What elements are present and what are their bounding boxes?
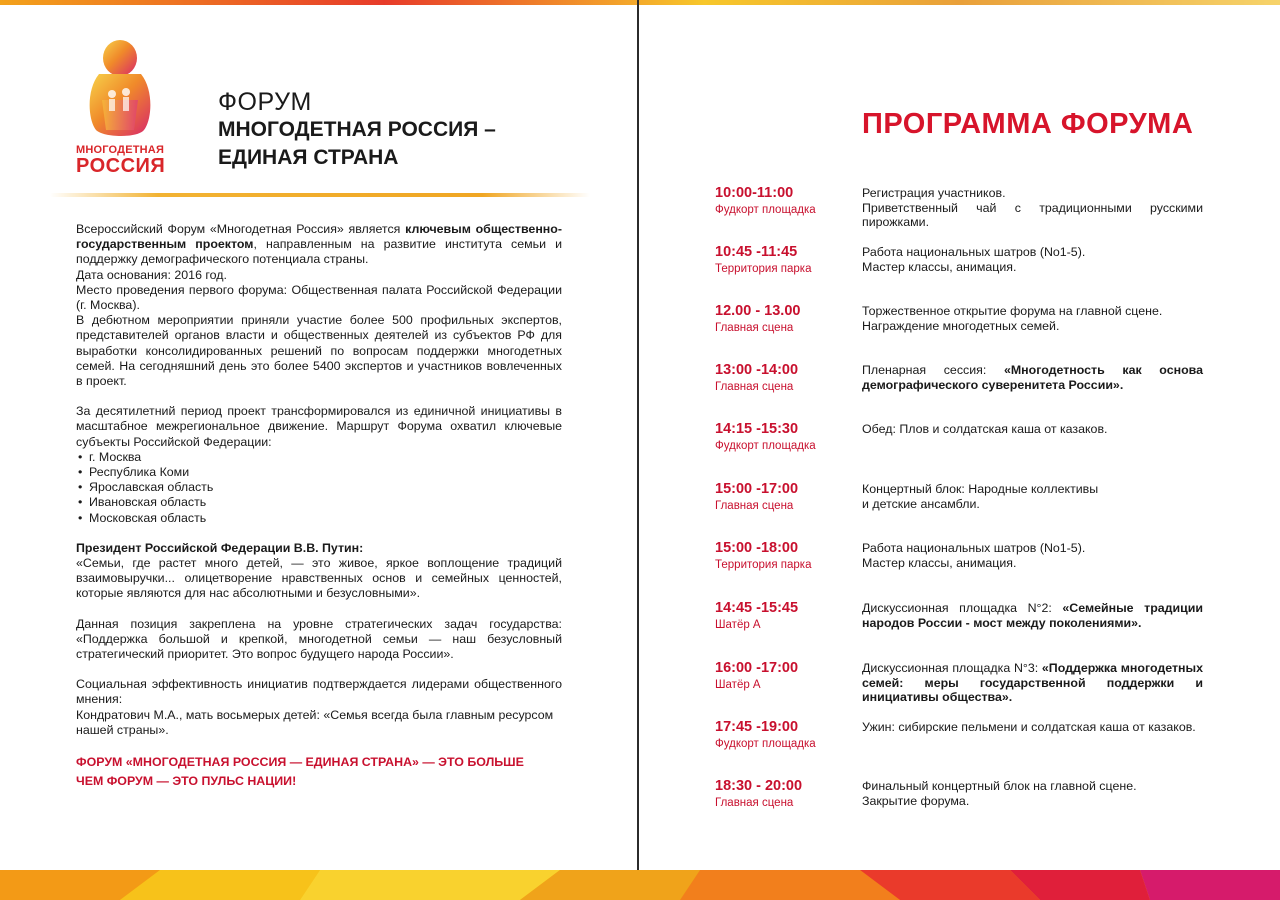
decade-text: За десятилетний период проект трансформировался из единичной инициативы в масштабное межрегиональное движение. Маршрут Форума охватил ключевые субъекты Российской Федерации: (76, 404, 562, 449)
schedule-text: Ужин: сибирские пельмени и солдатская каша от казаков. (862, 720, 1196, 734)
page-divider (637, 0, 639, 870)
list-item: • Ивановская область (76, 495, 562, 510)
schedule-place: Фудкорт площадка (715, 738, 816, 750)
schedule-description (862, 186, 1203, 230)
schedule-text: Приветственный чай с традиционными русскими пирожками. (862, 200, 1203, 230)
schedule-text: и детские ансамбли. (862, 496, 980, 511)
schedule-time: 12.00 - 13.00 (715, 303, 801, 319)
schedule-text-bold: «Семейные традиции народов России - мост между поколениями». (862, 601, 1203, 630)
schedule-text: Торжественное открытие форума на главной сцене. Награждение многодетных семей. (862, 304, 1163, 333)
list-item: • Московская область (76, 511, 562, 526)
schedule-description (862, 304, 1203, 333)
schedule-text: Работа национальных шатров (No1-5). (862, 245, 1086, 259)
schedule-place: Фудкорт площадка (715, 440, 816, 452)
schedule-description (862, 601, 1203, 630)
schedule-text: Дискуссионная площадка N°2: (862, 601, 1063, 615)
schedule-place: Главная сцена (715, 381, 794, 393)
list-item: • г. Москва (76, 450, 562, 465)
schedule-time: 18:30 - 20:00 (715, 778, 803, 794)
top-color-strip (0, 0, 1280, 5)
schedule-text: Работа национальных шатров (No1-5). (862, 541, 1086, 555)
intro-text (76, 222, 562, 791)
schedule-description (862, 363, 1203, 392)
schedule-description (862, 482, 1203, 511)
schedule-text-bold: «Многодетность как основа демографического суверенитета России». (862, 363, 1204, 392)
schedule-time: 15:00 -18:00 (715, 540, 799, 556)
schedule-time: 15:00 -17:00 (715, 481, 799, 497)
schedule-text: Обед: Плов и солдатская каша от казаков. (862, 422, 1108, 436)
schedule-description (862, 541, 1203, 570)
schedule-time: 17:45 -19:00 (715, 719, 799, 735)
schedule-text: Пленарная сессия: (862, 363, 1004, 377)
forum-name-line2: ЕДИНАЯ СТРАНА (218, 146, 399, 169)
regions-list (76, 450, 562, 526)
schedule-text: Концертный блок: Народные коллективы (862, 482, 1099, 496)
first-place-text: Место проведения первого форума: Общественная палата Российской Федерации (г. Москва). (76, 282, 562, 313)
schedule-time: 14:15 -15:30 (715, 421, 799, 437)
schedule-description (862, 779, 1203, 808)
bottom-color-strip (0, 870, 1280, 900)
schedule-time: 14:45 -15:45 (715, 600, 799, 616)
schedule-place: Шатёр А (715, 679, 761, 691)
schedule-description (862, 422, 1203, 437)
schedule-description (862, 245, 1203, 274)
kondratovich-text: Кондратович М.А., мать восьмерых детей: «Семья всегда была главным ресурсом нашей страны». (76, 707, 554, 737)
schedule-time: 10:00-11:00 (715, 185, 794, 201)
schedule-text: Финальный концертный блок на главной сцене. (862, 779, 1137, 793)
logo-text-top: МНОГОДЕТНАЯ (76, 144, 165, 156)
schedule-text: Мастер классы, анимация. (862, 555, 1017, 570)
list-item: • Ярославская область (76, 480, 562, 495)
schedule-place: Территория парка (715, 559, 812, 571)
schedule-place: Шатёр А (715, 619, 761, 631)
schedule-description (862, 661, 1203, 705)
schedule-text: Регистрация участников. (862, 186, 1006, 200)
schedule-place: Главная сцена (715, 797, 794, 809)
schedule-text: Мастер классы, анимация. (862, 259, 1017, 274)
schedule-time: 13:00 -14:00 (715, 362, 799, 378)
gold-divider (50, 193, 590, 197)
schedule-text: Дискуссионная площадка N°3: (862, 661, 1042, 675)
list-item: • Республика Коми (76, 465, 562, 480)
founded-text: Дата основания: 2016 год. (76, 267, 227, 282)
program-title: ПРОГРАММА ФОРУМА (862, 108, 1194, 140)
intro-text-pre: Всероссийский Форум «Многодетная Россия» является (76, 222, 406, 236)
schedule-text-bold: «Поддержка многодетных семей: меры государственной поддержки и инициативы общества». (862, 661, 1203, 705)
schedule-place: Главная сцена (715, 500, 794, 512)
forum-title (218, 88, 496, 172)
forum-label: ФОРУМ (218, 88, 312, 116)
president-quote: «Семьи, где растет много детей, — это живое, яркое воплощение традиций взаимовыручки... олицетворение нравственных основ и семейных ценностей, которые являются для нас абсолютными и безусловными». (76, 556, 562, 601)
intro-text-post: , направленным на развитие института семьи и поддержку демографического потенциала страны. (76, 237, 563, 267)
schedule-place: Главная сцена (715, 322, 794, 334)
schedule-place: Фудкорт площадка (715, 204, 816, 216)
social-text: Социальная эффективность инициатив подтверждается лидерами общественного мнения: (76, 677, 562, 707)
slogan-line2: ЧЕМ ФОРУМ — ЭТО ПУЛЬС НАЦИИ! (76, 774, 297, 789)
schedule-description (862, 720, 1203, 735)
debut-text: В дебютном мероприятии приняли участие более 500 профильных экспертов, представителей органов власти и общественных деятелей из субъектов РФ для выработки консолидированных решений по вопросам поддержки многодетных семей. На сегодняшний день это более 5400 экспертов и участников вовлеченных в проект. (76, 313, 562, 389)
schedule-text: Закрытие форума. (862, 793, 970, 808)
intro-text-bold: ключевым общественно-государственным проектом (76, 222, 562, 252)
intro-paragraph (76, 222, 562, 268)
president-heading: Президент Российской Федерации В.В. Путин: (76, 540, 364, 555)
position-text: Данная позиция закреплена на уровне стратегических задач государства: «Поддержка большой и крепкой, многодетной семьи — наш безусловный стратегический приоритет. Это вопрос будущего народа России». (76, 616, 562, 662)
slogan-line1: ФОРУМ «МНОГОДЕТНАЯ РОССИЯ — ЕДИНАЯ СТРАНА» — ЭТО БОЛЬШЕ (76, 755, 524, 770)
schedule-time: 10:45 -11:45 (715, 244, 798, 260)
schedule-place: Территория парка (715, 263, 812, 275)
forum-name-line1: МНОГОДЕТНАЯ РОССИЯ – (218, 118, 496, 141)
schedule-time: 16:00 -17:00 (715, 660, 799, 676)
logo-text-bottom: РОССИЯ (76, 155, 166, 177)
